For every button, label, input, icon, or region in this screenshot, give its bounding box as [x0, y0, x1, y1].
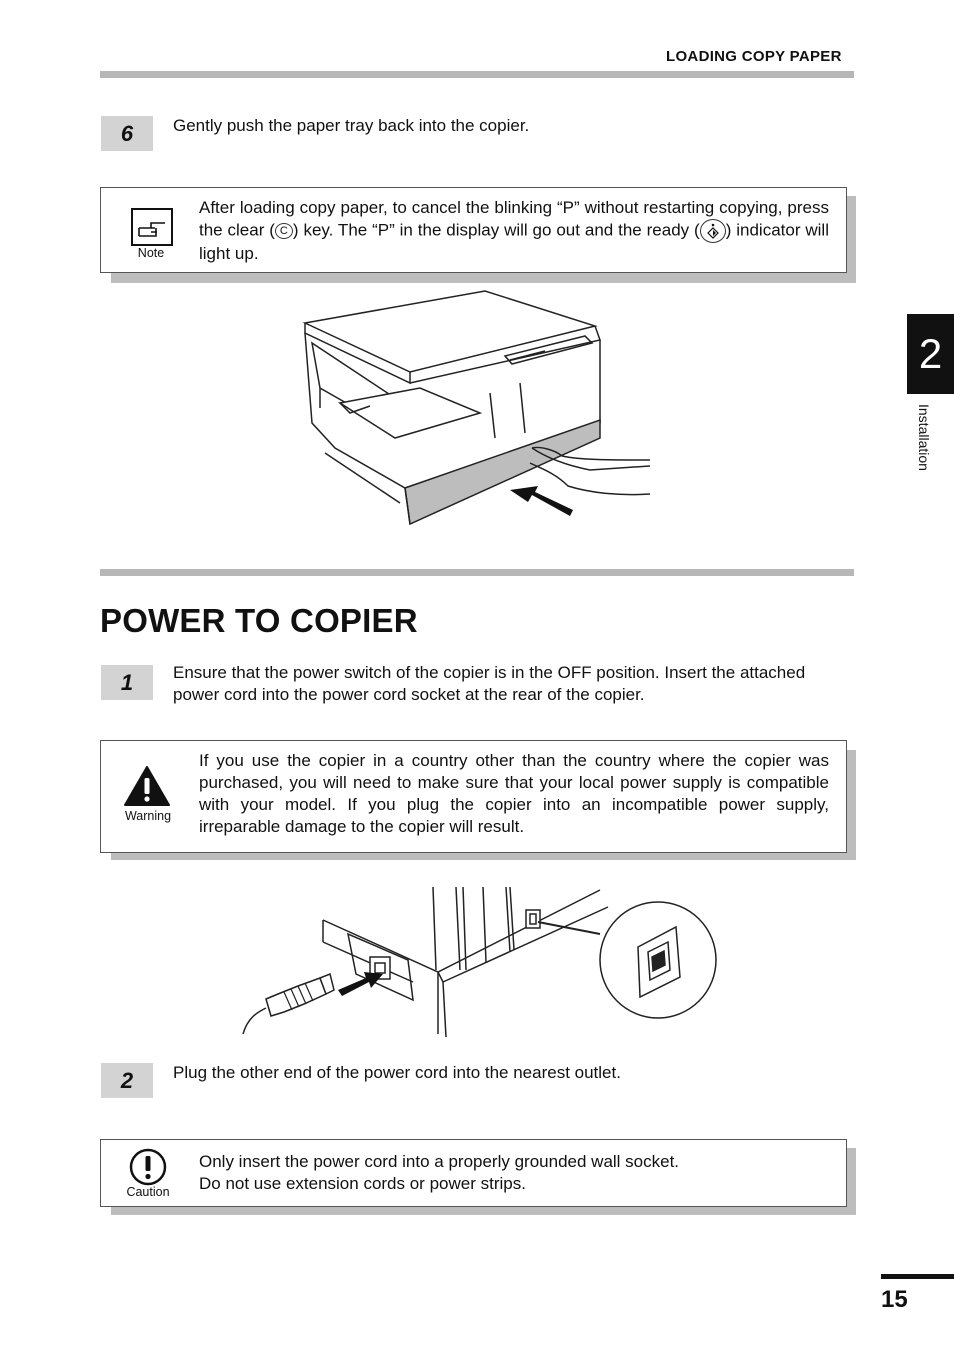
header-rule	[100, 71, 854, 78]
note-label: Note	[137, 246, 165, 260]
page-number: 15	[881, 1286, 908, 1313]
warning-label: Warning	[124, 809, 172, 823]
note-text-part2: ) key. The “P” in the display will go out and the ready (	[292, 220, 700, 240]
note-text	[199, 197, 829, 265]
caution-text	[199, 1151, 829, 1195]
footer-rule	[881, 1274, 954, 1279]
warning-box	[100, 740, 847, 853]
note-icon	[131, 208, 173, 251]
step-number: 6	[101, 116, 153, 151]
caution-box	[100, 1139, 847, 1207]
caution-label: Caution	[126, 1185, 170, 1199]
step-number: 1	[101, 665, 153, 700]
ready-key-icon	[700, 219, 726, 243]
caution-line-1: Only insert the power cord into a properly grounded wall socket.	[199, 1152, 680, 1171]
page-title: POWER TO COPIER	[100, 602, 418, 639]
warning-icon	[123, 765, 171, 812]
step-number: 2	[101, 1063, 153, 1098]
step-text: Plug the other end of the power cord into the nearest outlet.	[173, 1063, 621, 1082]
note-text-part1: After loading copy paper, to cancel the blinking “P” without restarting copying, press the clear (	[199, 198, 829, 240]
warning-text: If you use the copier in a country other than the country where the copier was purchased, you will need to make sure that your local power supply is compatible with your model. If you plug the copier into an incompatible power supply, irreparable damage to the copier will result.	[199, 751, 829, 836]
note-box	[100, 187, 847, 273]
clear-key-icon: C	[275, 223, 293, 239]
step-text: Gently push the paper tray back into the copier.	[173, 116, 530, 135]
step-text: Ensure that the power switch of the copier is in the OFF position. Insert the attached power cord into the power cord socket at the rear of the copier.	[173, 663, 806, 704]
copier-tray-illustration	[300, 288, 655, 533]
section-title: LOADING COPY PAPER	[666, 48, 842, 65]
chapter-tab-label: Installation	[916, 404, 932, 471]
note-text-part3: ) indicator will light up.	[199, 220, 829, 263]
section-rule	[100, 569, 854, 576]
caution-line-2: Do not use extension cords or power strips.	[199, 1174, 526, 1193]
chapter-tab: 2	[907, 314, 954, 394]
power-cord-illustration	[238, 882, 723, 1047]
